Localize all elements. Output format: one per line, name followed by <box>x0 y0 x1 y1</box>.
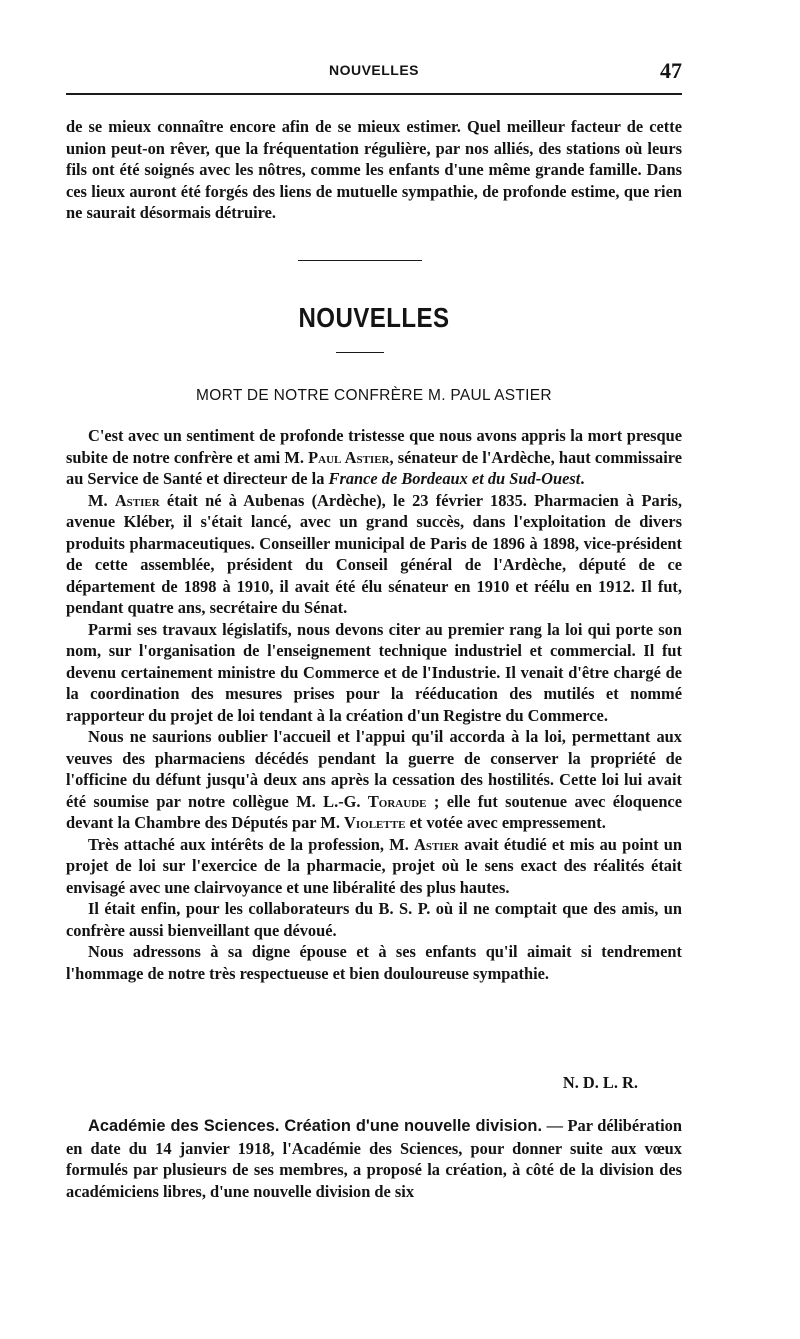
person-name-astier: Astier <box>114 490 160 510</box>
p5-text-b: avait étudié et mis au point un projet de loi sur l'exercice de la pharmacie, projet où le sens exact des réalités était envisagé avec une clairvoyance et une libéralité des plus hautes. <box>66 834 682 897</box>
running-head-title: NOUVELLES <box>328 62 420 78</box>
intro-paragraph <box>66 116 682 224</box>
person-name-violette: Violette <box>344 813 406 832</box>
obituary-paragraph-2 <box>66 490 682 619</box>
person-name-toraude: Toraude <box>367 791 427 811</box>
p1-text-a: C'est avec un sentiment de profonde tristesse que nous avons appris la mort presque subite de notre confrère et ami M. <box>66 426 682 467</box>
signature: N. D. L. R. <box>562 1073 638 1092</box>
section-divider-top <box>298 260 422 261</box>
person-name-astier-2: Astier <box>414 834 459 854</box>
obituary-body <box>66 425 682 984</box>
section-divider-bottom <box>336 352 384 353</box>
obituary-paragraph-1 <box>66 425 682 490</box>
obituary-paragraph-5 <box>66 834 682 899</box>
journal-title: France de Bordeaux et du Sud-Ouest <box>328 469 581 488</box>
p2-text-a: M. <box>88 490 115 510</box>
p4-text-a: Nous ne saurions oublier l'accueil et l'appui qu'il accorda à la loi, permettant aux veuves des pharmaciens décédés pendant la guerre de conserver la propriété de l'officine du défunt jusqu'à deux ans après la cessation des hostilités. Cette loi lui avait été soumise par notre collègue M. L.-G. <box>66 727 682 811</box>
page-number: 47 <box>660 58 682 83</box>
academie-text <box>66 1115 682 1202</box>
obituary-paragraph-7: Nous adressons à sa digne épouse et à ses enfants qu'il aimait si tendrement l'hommage de notre très respectueuse et bien douloureuse sympathie. <box>66 942 682 983</box>
academie-heading: Académie des Sciences. Création d'une nouvelle division. <box>88 1117 542 1135</box>
p1-text-b: , sénateur de l'Ardèche, haut commissaire au Service de Santé et directeur de la <box>66 447 682 488</box>
p5-text-a: Très attaché aux intérêts de la profession, M. <box>88 834 414 854</box>
person-name-paul-astier: Paul Astier <box>308 447 390 467</box>
running-head <box>66 58 682 86</box>
p1-text-c: . <box>580 469 585 488</box>
obituary-paragraph-3: Parmi ses travaux législatifs, nous devons citer au premier rang la loi qui porte son nom, sur l'organisation de l'enseignement technique industriel et commercial. Il fut devenu certainement ministre du Commerce et de l'Industrie. Il venait d'être chargé de la coordination des mesures prises pour la rééducation des mutilés et nommé rapporteur du projet de loi tendant à la création d'un Registre du Commerce. <box>66 619 682 725</box>
header-rule <box>66 93 682 95</box>
intro-text: de se mieux connaître encore afin de se mieux estimer. Quel meilleur facteur de cette union peut-on rêver, que la fréquentation régulière, par nos alliés, des stations où leurs fils ont été soignés avec les nôtres, comme les enfants d'une même grande famille. Dans ces lieux auront été forgés des liens de mutuelle sympathie, de profonde estime, que rien ne saurait désormais détruire. <box>66 117 682 222</box>
p2-text-b: était né à Aubenas (Ardèche), le 23 février 1835. Pharmacien à Paris, avenue Kléber, il s'était lancé, avec un grand succès, dans l'exploitation de divers produits pharmaceutiques. Conseiller municipal de Paris de 1896 à 1898, vice-président de cette assemblée, président du Conseil général de l'Ardèche, député de ce département de 1898 à 1910, il avait été élu sénateur en 1910 et réélu en 1912. Il fut, pendant quatre ans, secrétaire du Sénat. <box>66 490 682 617</box>
academie-body: — Par délibération en date du 14 janvier 1918, l'Académie des Sciences, pour donner suite aux vœux formulés par plusieurs de ses membres, a proposé la création, à côté de la division des académiciens libres, d'une nouvelle division de six <box>66 1116 682 1201</box>
p4-text-b: ; elle fut soutenue avec éloquence devant la Chambre des Députés par M. <box>66 791 682 832</box>
section-title: NOUVELLES <box>298 302 450 333</box>
obituary-paragraph-6: Il était enfin, pour les collaborateurs du B. S. P. où il ne comptait que des amis, un confrère aussi bienveillant que dévoué. <box>66 899 682 940</box>
p4-text-c: et votée avec empressement. <box>405 813 606 832</box>
article-heading: MORT DE NOTRE CONFRÈRE M. PAUL ASTIER <box>196 387 552 404</box>
academie-paragraph <box>66 1115 682 1202</box>
obituary-paragraph-4 <box>66 726 682 834</box>
